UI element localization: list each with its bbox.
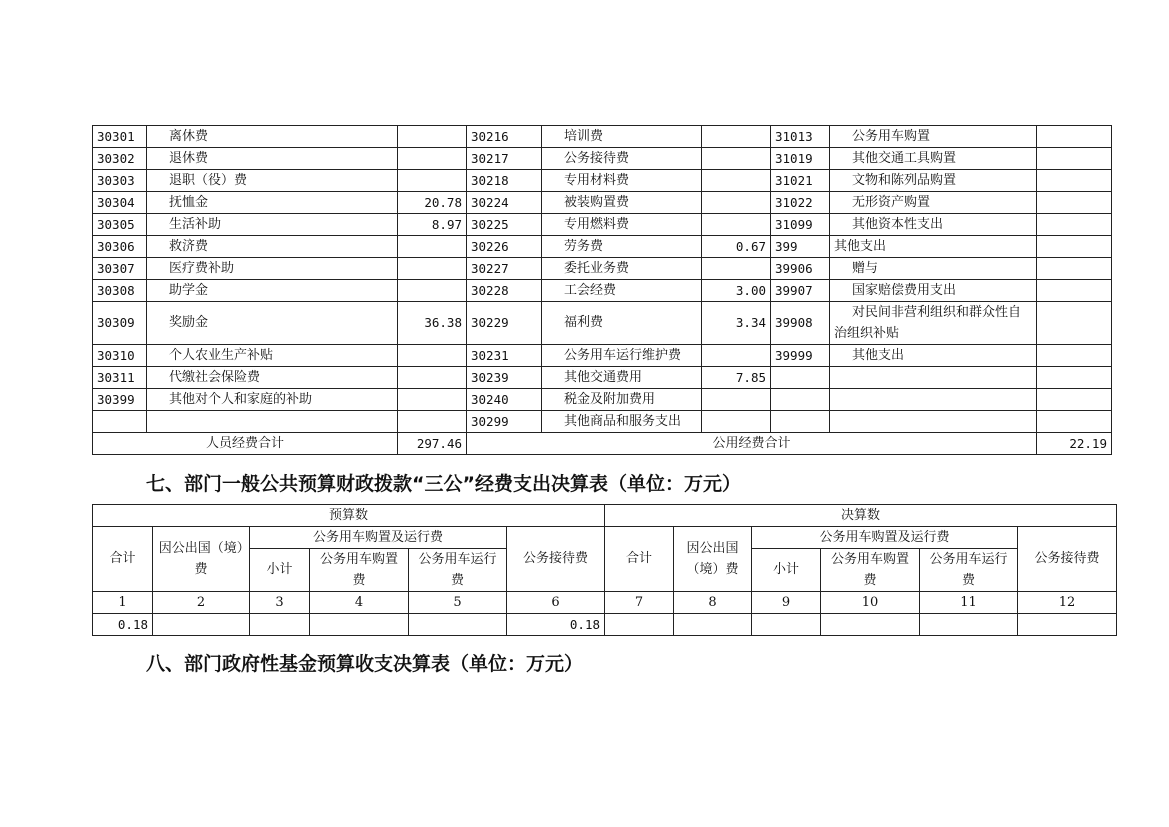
name-cell: 劳务费: [542, 236, 702, 258]
value-cell: 0.18: [507, 614, 605, 636]
value-cell: [752, 614, 821, 636]
name-cell: 其他支出: [830, 236, 1037, 258]
code-cell: 30218: [467, 170, 542, 192]
code-cell: 39908: [771, 302, 830, 345]
code-cell: 30304: [93, 192, 147, 214]
code-cell: 31019: [771, 148, 830, 170]
value-cell: [398, 280, 467, 302]
expense-row: [93, 389, 1112, 411]
name-cell: 其他对个人和家庭的补助: [147, 389, 398, 411]
column-number: 12: [1018, 592, 1117, 614]
code-cell: 39906: [771, 258, 830, 280]
value-cell: 20.78: [398, 192, 467, 214]
value-cell: [702, 389, 771, 411]
name-cell: [830, 411, 1037, 433]
value-cell: 3.34: [702, 302, 771, 345]
name-cell: 其他支出: [830, 345, 1037, 367]
value-cell: [398, 126, 467, 148]
value-cell: [398, 367, 467, 389]
value-cell: [310, 614, 409, 636]
code-cell: 30217: [467, 148, 542, 170]
name-cell: 无形资产购置: [830, 192, 1037, 214]
value-cell: [1037, 280, 1112, 302]
value-cell: [1037, 302, 1112, 345]
value-cell: [1037, 258, 1112, 280]
budget-header: 预算数: [93, 505, 605, 527]
name-cell: 其他交通工具购置: [830, 148, 1037, 170]
value-cell: [153, 614, 250, 636]
name-cell: 公务用车购置: [830, 126, 1037, 148]
column-number: 7: [605, 592, 674, 614]
code-cell: [771, 389, 830, 411]
column-number: 6: [507, 592, 605, 614]
value-cell: [1037, 148, 1112, 170]
value-row: [93, 614, 1117, 636]
code-cell: [771, 367, 830, 389]
budget-vehicle-run-header: 公务用车运行费: [409, 549, 507, 592]
final-subtotal-header: 小计: [752, 549, 821, 592]
code-cell: 30399: [93, 389, 147, 411]
name-cell: 被装购置费: [542, 192, 702, 214]
value-cell: [1037, 214, 1112, 236]
expense-row: [93, 148, 1112, 170]
value-cell: [1037, 411, 1112, 433]
sangong-expense-table: [92, 504, 1117, 636]
code-cell: 30299: [467, 411, 542, 433]
value-cell: 7.85: [702, 367, 771, 389]
value-cell: [1037, 345, 1112, 367]
final-vehicle-run-header: 公务用车运行费: [920, 549, 1018, 592]
final-vehicle-purchase-header: 公务用车购置费: [821, 549, 920, 592]
value-cell: [1037, 192, 1112, 214]
value-cell: 8.97: [398, 214, 467, 236]
name-cell: 代缴社会保险费: [147, 367, 398, 389]
value-cell: 0.67: [702, 236, 771, 258]
public-total-value: 22.19: [1037, 433, 1112, 455]
value-cell: [702, 214, 771, 236]
value-cell: [398, 236, 467, 258]
final-reception-header: 公务接待费: [1018, 527, 1117, 592]
name-cell: 文物和陈列品购置: [830, 170, 1037, 192]
code-cell: 31013: [771, 126, 830, 148]
value-cell: [409, 614, 507, 636]
value-cell: [702, 258, 771, 280]
code-cell: 30301: [93, 126, 147, 148]
value-cell: [702, 411, 771, 433]
code-cell: 399: [771, 236, 830, 258]
value-cell: 36.38: [398, 302, 467, 345]
name-cell: 抚恤金: [147, 192, 398, 214]
code-cell: 30225: [467, 214, 542, 236]
code-cell: 30305: [93, 214, 147, 236]
budget-abroad-header: 因公出国（境）费: [153, 527, 250, 592]
name-cell: 公务用车运行维护费: [542, 345, 702, 367]
final-header: 决算数: [605, 505, 1117, 527]
section-8-title: 八、部门政府性基金预算收支决算表（单位：万元）: [146, 653, 584, 675]
column-number: 10: [821, 592, 920, 614]
code-cell: 30229: [467, 302, 542, 345]
value-cell: [250, 614, 310, 636]
expense-row: [93, 192, 1112, 214]
code-cell: 31099: [771, 214, 830, 236]
column-number: 2: [153, 592, 250, 614]
column-number: 9: [752, 592, 821, 614]
column-number: 5: [409, 592, 507, 614]
name-cell: 救济费: [147, 236, 398, 258]
name-cell: 税金及附加费用: [542, 389, 702, 411]
expense-row: [93, 367, 1112, 389]
expense-row: [93, 302, 1112, 345]
expense-row: [93, 280, 1112, 302]
final-vehicle-group-header: 公务用车购置及运行费: [752, 527, 1018, 549]
code-cell: 39999: [771, 345, 830, 367]
code-cell: 30311: [93, 367, 147, 389]
code-cell: 30303: [93, 170, 147, 192]
column-number: 11: [920, 592, 1018, 614]
name-cell: 退休费: [147, 148, 398, 170]
expense-row: [93, 345, 1112, 367]
expense-detail-table: [92, 125, 1112, 455]
column-number: 4: [310, 592, 409, 614]
totals-row: [93, 433, 1112, 455]
expense-row: [93, 214, 1112, 236]
code-cell: 30308: [93, 280, 147, 302]
code-cell: 30310: [93, 345, 147, 367]
name-cell: 其他资本性支出: [830, 214, 1037, 236]
name-cell: 对民间非营利组织和群众性自治组织补贴: [830, 302, 1037, 345]
column-number: 3: [250, 592, 310, 614]
final-total-header: 合计: [605, 527, 674, 592]
name-cell: 工会经费: [542, 280, 702, 302]
code-cell: 30309: [93, 302, 147, 345]
code-cell: 30224: [467, 192, 542, 214]
code-cell: [93, 411, 147, 433]
value-cell: [398, 345, 467, 367]
value-cell: [1037, 236, 1112, 258]
value-cell: [702, 170, 771, 192]
name-cell: 专用燃料费: [542, 214, 702, 236]
value-cell: 0.18: [93, 614, 153, 636]
public-total-label: 公用经费合计: [467, 433, 1037, 455]
name-cell: 其他交通费用: [542, 367, 702, 389]
name-cell: 助学金: [147, 280, 398, 302]
expense-row: [93, 170, 1112, 192]
value-cell: [1018, 614, 1117, 636]
value-cell: [1037, 367, 1112, 389]
column-number: 8: [674, 592, 752, 614]
budget-vehicle-purchase-header: 公务用车购置费: [310, 549, 409, 592]
expense-row: [93, 236, 1112, 258]
value-cell: [605, 614, 674, 636]
name-cell: [147, 411, 398, 433]
name-cell: 退职（役）费: [147, 170, 398, 192]
value-cell: [702, 192, 771, 214]
value-cell: [398, 258, 467, 280]
name-cell: 离休费: [147, 126, 398, 148]
expense-row: [93, 411, 1112, 433]
code-cell: 30231: [467, 345, 542, 367]
name-cell: 专用材料费: [542, 170, 702, 192]
code-cell: 30227: [467, 258, 542, 280]
name-cell: [830, 389, 1037, 411]
budget-total-header: 合计: [93, 527, 153, 592]
section-7-title: 七、部门一般公共预算财政拨款“三公”经费支出决算表（单位：万元）: [146, 473, 741, 495]
budget-vehicle-group-header: 公务用车购置及运行费: [250, 527, 507, 549]
code-cell: 31021: [771, 170, 830, 192]
code-cell: 30226: [467, 236, 542, 258]
code-cell: 30306: [93, 236, 147, 258]
value-cell: [1037, 389, 1112, 411]
name-cell: 奖励金: [147, 302, 398, 345]
column-number-row: [93, 592, 1117, 614]
personnel-total-label: 人员经费合计: [93, 433, 398, 455]
code-cell: 30240: [467, 389, 542, 411]
value-cell: [398, 148, 467, 170]
value-cell: [398, 170, 467, 192]
name-cell: 其他商品和服务支出: [542, 411, 702, 433]
name-cell: 医疗费补助: [147, 258, 398, 280]
personnel-total-value: 297.46: [398, 433, 467, 455]
value-cell: [702, 126, 771, 148]
expense-row: [93, 258, 1112, 280]
name-cell: 个人农业生产补贴: [147, 345, 398, 367]
value-cell: [1037, 126, 1112, 148]
name-cell: 国家赔偿费用支出: [830, 280, 1037, 302]
code-cell: 39907: [771, 280, 830, 302]
name-cell: 培训费: [542, 126, 702, 148]
value-cell: [398, 411, 467, 433]
value-cell: [398, 389, 467, 411]
code-cell: 30307: [93, 258, 147, 280]
budget-subtotal-header: 小计: [250, 549, 310, 592]
name-cell: 赠与: [830, 258, 1037, 280]
code-cell: 30302: [93, 148, 147, 170]
budget-reception-header: 公务接待费: [507, 527, 605, 592]
final-abroad-header: 因公出国（境）费: [674, 527, 752, 592]
value-cell: [702, 148, 771, 170]
code-cell: 31022: [771, 192, 830, 214]
code-cell: [771, 411, 830, 433]
value-cell: 3.00: [702, 280, 771, 302]
value-cell: [920, 614, 1018, 636]
column-number: 1: [93, 592, 153, 614]
value-cell: [702, 345, 771, 367]
name-cell: 福利费: [542, 302, 702, 345]
value-cell: [1037, 170, 1112, 192]
name-cell: 公务接待费: [542, 148, 702, 170]
code-cell: 30228: [467, 280, 542, 302]
name-cell: [830, 367, 1037, 389]
name-cell: 生活补助: [147, 214, 398, 236]
code-cell: 30239: [467, 367, 542, 389]
code-cell: 30216: [467, 126, 542, 148]
name-cell: 委托业务费: [542, 258, 702, 280]
value-cell: [674, 614, 752, 636]
expense-row: [93, 126, 1112, 148]
value-cell: [821, 614, 920, 636]
